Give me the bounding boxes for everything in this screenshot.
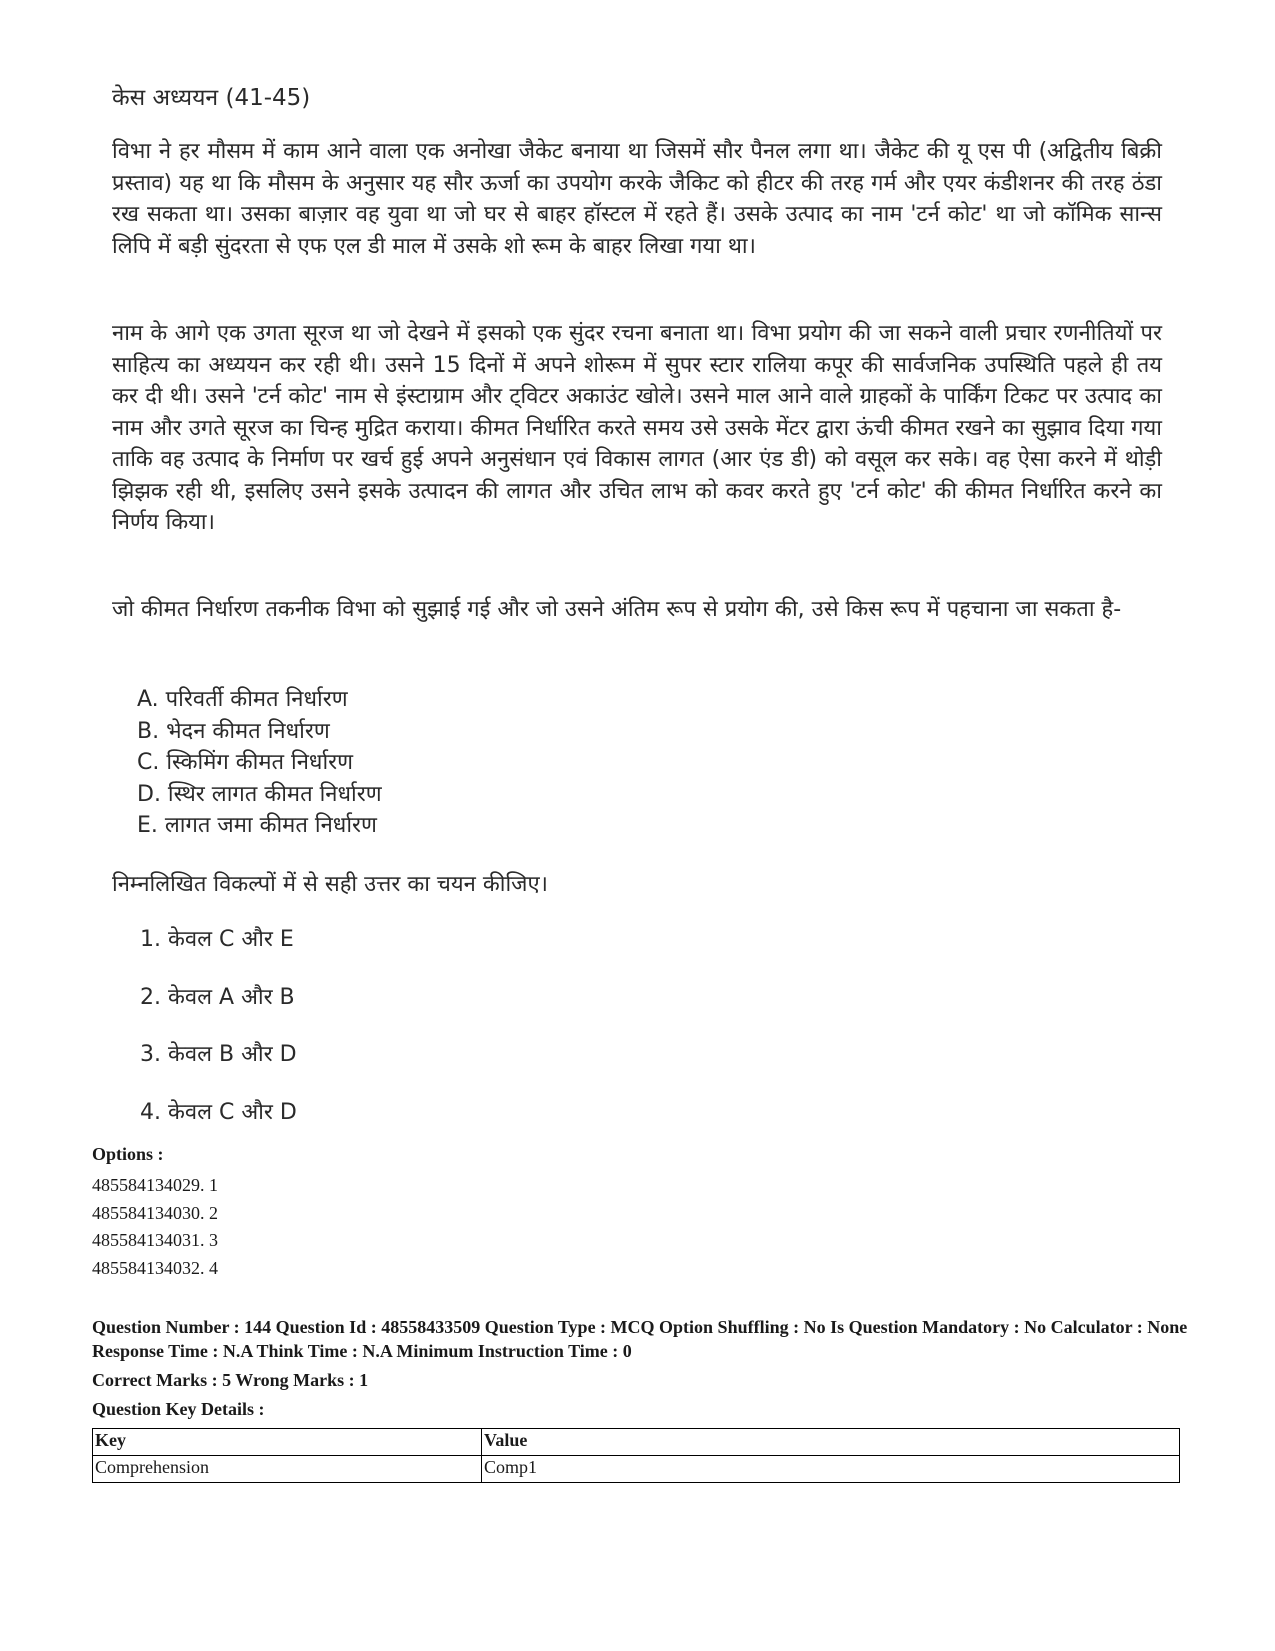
question-text: जो कीमत निर्धारण तकनीक विभा को सुझाई गई और जो उसने अंतिम रूप से प्रयोग की, उसे किस रूप में पहचाना जा सकता है- — [112, 597, 1122, 622]
statement-a: A. परिवर्ती कीमत निर्धारण — [137, 687, 348, 712]
choice-1: 1. केवल C और E — [140, 927, 294, 952]
question-meta-details: Question Number : 144 Question Id : 48558433509 Question Type : MCQ Option Shuffling : No Is Question Mandatory : No Calculator : None Response Time : N.A Think Time : N.A Minimum Instruction Time : 0 — [92, 1317, 1188, 1361]
choice-3: 3. केवल B और D — [140, 1042, 297, 1067]
case-study-paragraph-1: विभा ने हर मौसम में काम आने वाला एक अनोखा जैकेट बनाया था जिसमें सौर पैनल लगा था। जैकेट की यू एस पी (अद्वितीय बिक्री प्रस्ताव) यह था कि मौसम के अनुसार यह सौर ऊर्जा का उपयोग करके जैकिट को हीटर की तरह गर्म और एयर कंडीशनर की तरह ठंडा रख सकता था। उसका बाज़ार वह युवा था जो घर से बाहर हॉस्टल में रहते हैं। उसके उत्पाद का नाम 'टर्न कोट' था जो कॉमिक सान्स लिपि में बड़ी सुंदरता से एफ एल डी माल में उसके शो रूम के बाहर लिखा गया था। — [112, 139, 1162, 259]
statement-e: E. लागत जमा कीमत निर्धारण — [137, 813, 377, 838]
case-study-heading: केस अध्ययन (41-45) — [112, 85, 311, 111]
option-id-1: 485584134029. 1 — [92, 1175, 218, 1195]
key-table-header-row — [93, 1429, 1180, 1456]
options-title: Options : — [92, 1144, 164, 1164]
key-table-header-value: Value — [482, 1429, 1180, 1456]
choice-list — [140, 924, 297, 1154]
statement-d: D. स्थिर लागत कीमत निर्धारण — [137, 781, 382, 807]
key-table-header-key: Key — [93, 1429, 482, 1456]
option-id-3: 485584134031. 3 — [92, 1230, 218, 1251]
case-study-paragraph-2: नाम के आगे एक उगता सूरज था जो देखने में इसको एक सुंदर रचना बनाता था। विभा प्रयोग की जा सकने वाली प्रचार रणनीतियों पर साहित्य का अध्ययन कर रही थी। उसने 15 दिनों में अपने शोरूम में सुपर स्टार रालिया कपूर की सार्वजनिक उपस्थिति पहले ही तय कर दी थी। उसने 'टर्न कोट' नाम से इंस्टाग्राम और ट्विटर अकाउंट खोले। उसने माल आने वाले ग्राहकों के पार्किंग टिकट पर उत्पाद का नाम और उगते सूरज का चिन्ह मुद्रित कराया। कीमत निर्धारित करते समय उसे उसके मेंटर द्वारा ऊंची कीमत रखने का सुझाव दिया गया ताकि वह उत्पाद के निर्माण पर खर्च हुई अपने अनुसंधान एवं विकास लागत (आर एंड डी) को वसूल कर सके। वह ऐसा करने में थोड़ी झिझक रही थी, इसलिए उसने इसके उत्पादन की लागत और उचित लाभ को कवर करते हुए 'टर्न कोट' की कीमत निर्धारित करने का निर्णय किया। — [112, 321, 1162, 535]
question-key-table — [92, 1428, 1180, 1483]
statement-c: C. स्किमिंग कीमत निर्धारण — [137, 750, 354, 775]
choice-2: 2. केवल A और B — [140, 984, 295, 1010]
key-table-cell-key: Comprehension — [93, 1456, 482, 1483]
table-row — [93, 1456, 1180, 1483]
option-id-2: 485584134030. 2 — [92, 1202, 218, 1223]
statement-b: B. भेदन कीमत निर्धारण — [137, 718, 330, 744]
key-table-cell-value: Comp1 — [482, 1456, 1180, 1483]
option-id-list — [92, 1172, 218, 1282]
question-instruction: निम्नलिखित विकल्पों में से सही उत्तर का चयन कीजिए। — [112, 872, 548, 897]
question-key-details-label: Question Key Details : — [92, 1399, 265, 1419]
statement-list — [137, 684, 382, 842]
marks-details: Correct Marks : 5 Wrong Marks : 1 — [92, 1370, 369, 1390]
option-id-4: 485584134032. 4 — [92, 1257, 218, 1278]
choice-4: 4. केवल C और D — [140, 1099, 297, 1125]
